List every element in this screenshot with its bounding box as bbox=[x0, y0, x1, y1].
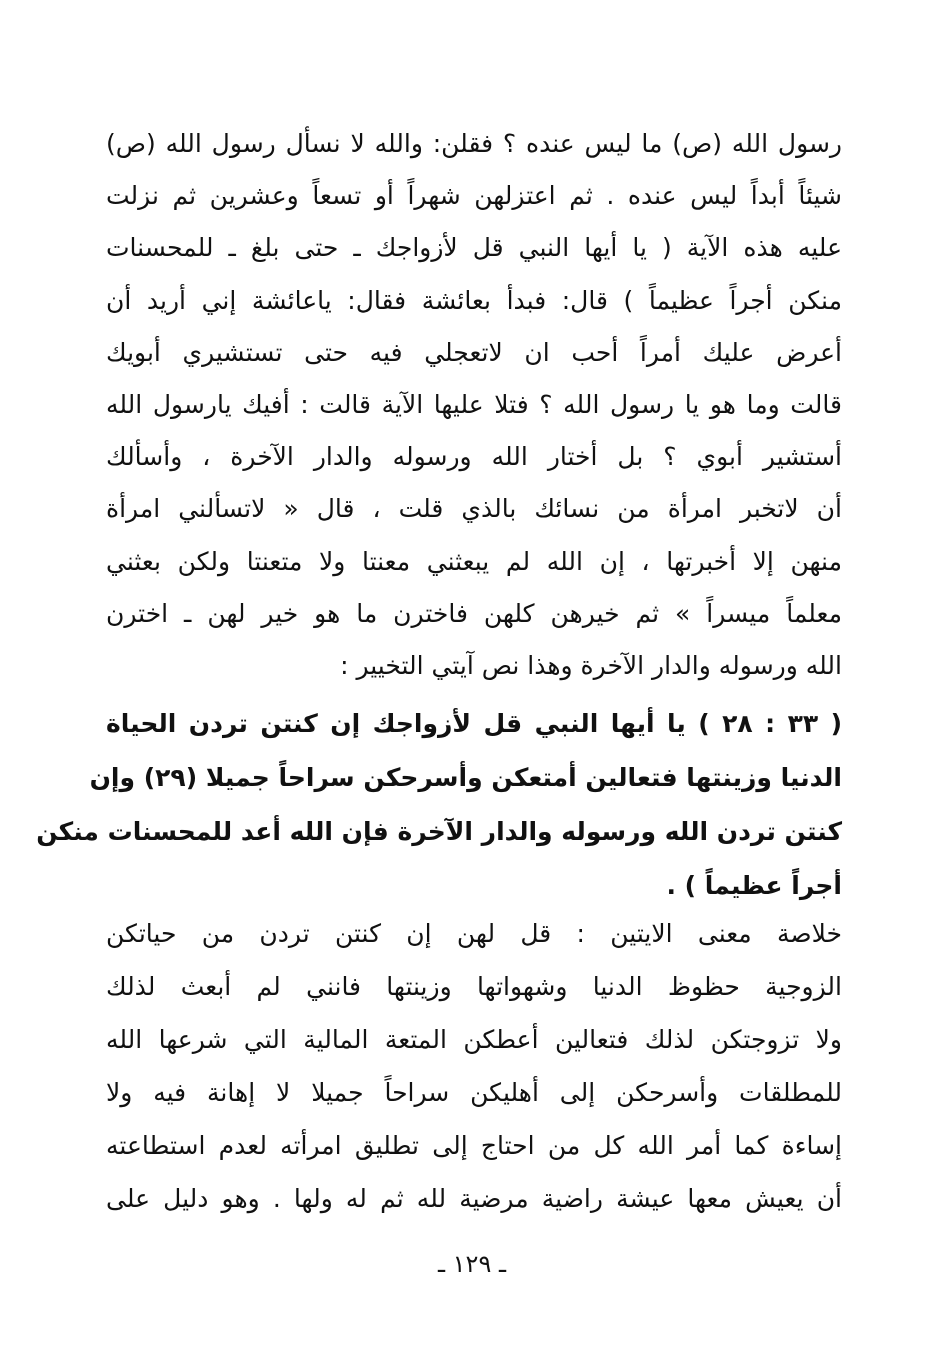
text-line: أن يعيش معها عيشة راضية مرضية لله ثم له ولها . وهو دليل على bbox=[106, 1184, 842, 1213]
quran-verse-block bbox=[36, 697, 842, 913]
text-line: أستشير أبوي ؟ بل أختار الله ورسوله والدار الآخرة ، وأسألك bbox=[106, 442, 842, 472]
text-line: رسول الله (ص) ما ليس عنده ؟ فقلن: والله لا نسأل رسول الله (ص) bbox=[106, 129, 842, 158]
text-line: خلاصة معنى الايتين : قل لهن إن كنتن تردن من حياتكن bbox=[106, 919, 842, 948]
text-line: معلماً ميسراً » ثم خيرهن كلهن فاخترن ما هو خير لهن ـ اخترن bbox=[106, 598, 842, 628]
text-line: عليه هذه الآية ( يا أيها النبي قل لأزواجك ـ حتى بلغ ـ للمحسنات bbox=[106, 233, 842, 263]
text-line: إساءة كما أمر الله كل من احتاج إلى تطليق امرأته لعدم استطاعته bbox=[106, 1131, 842, 1160]
paragraph-verse-summary bbox=[106, 907, 842, 1225]
text-line: منكن أجراً عظيماً ) قال: فبدأ بعائشة فقال: ياعائشة إني أريد أن bbox=[106, 285, 842, 315]
verse-line: الدنيا وزينتها فتعالين أمتعكن وأسرحكن سراحاً جميلا (٢٩) وإن bbox=[89, 763, 842, 792]
verse-line: أجراً عظيماً ) . bbox=[666, 871, 842, 900]
verse-line: ( ٣٣ : ٢٨ ) يا أيها النبي قل لأزواجك إن كنتن تردن الحياة bbox=[106, 709, 842, 738]
text-line: أن لاتخبر امرأة من نسائك بالذي قلت ، قال « لاتسألني امرأة bbox=[106, 494, 842, 524]
text-line: أعرض عليك أمراً أحب ان لاتعجلي فيه حتى تستشيري أبويك bbox=[106, 337, 842, 367]
page-number: ـ ١٢٩ ـ bbox=[437, 1250, 506, 1278]
text-line: الزوجية حظوظ الدنيا وشهواتها وزينتها فانني لم أبعث لذلك bbox=[106, 972, 842, 1001]
paragraph-hadith-narration bbox=[106, 118, 842, 692]
text-line: شيئاً أبداً ليس عنده . ثم اعتزلهن شهراً أو تسعاً وعشرين ثم نزلت bbox=[106, 181, 842, 211]
text-line: الله ورسوله والدار الآخرة وهذا نص آيتي التخيير : bbox=[340, 651, 842, 681]
verse-line: كنتن تردن الله ورسوله والدار الآخرة فإن الله أعد للمحسنات منكن bbox=[36, 817, 842, 846]
text-line: قالت وما هو يا رسول الله ؟ فتلا عليها الآية قالت : أفيك يارسول الله bbox=[106, 390, 842, 420]
text-line: منهن إلا أخبرتها ، إن الله لم يبعثني معنتا ولا متعنتا ولكن بعثني bbox=[106, 546, 842, 576]
text-line: ولا تزوجتكن لذلك فتعالين أعطكن المتعة المالية التي شرعها الله bbox=[106, 1025, 842, 1054]
text-line: للمطلقات وأسرحكن إلى أهليكن سراحاً جميلا لا إهانة فيه ولا bbox=[106, 1078, 842, 1107]
